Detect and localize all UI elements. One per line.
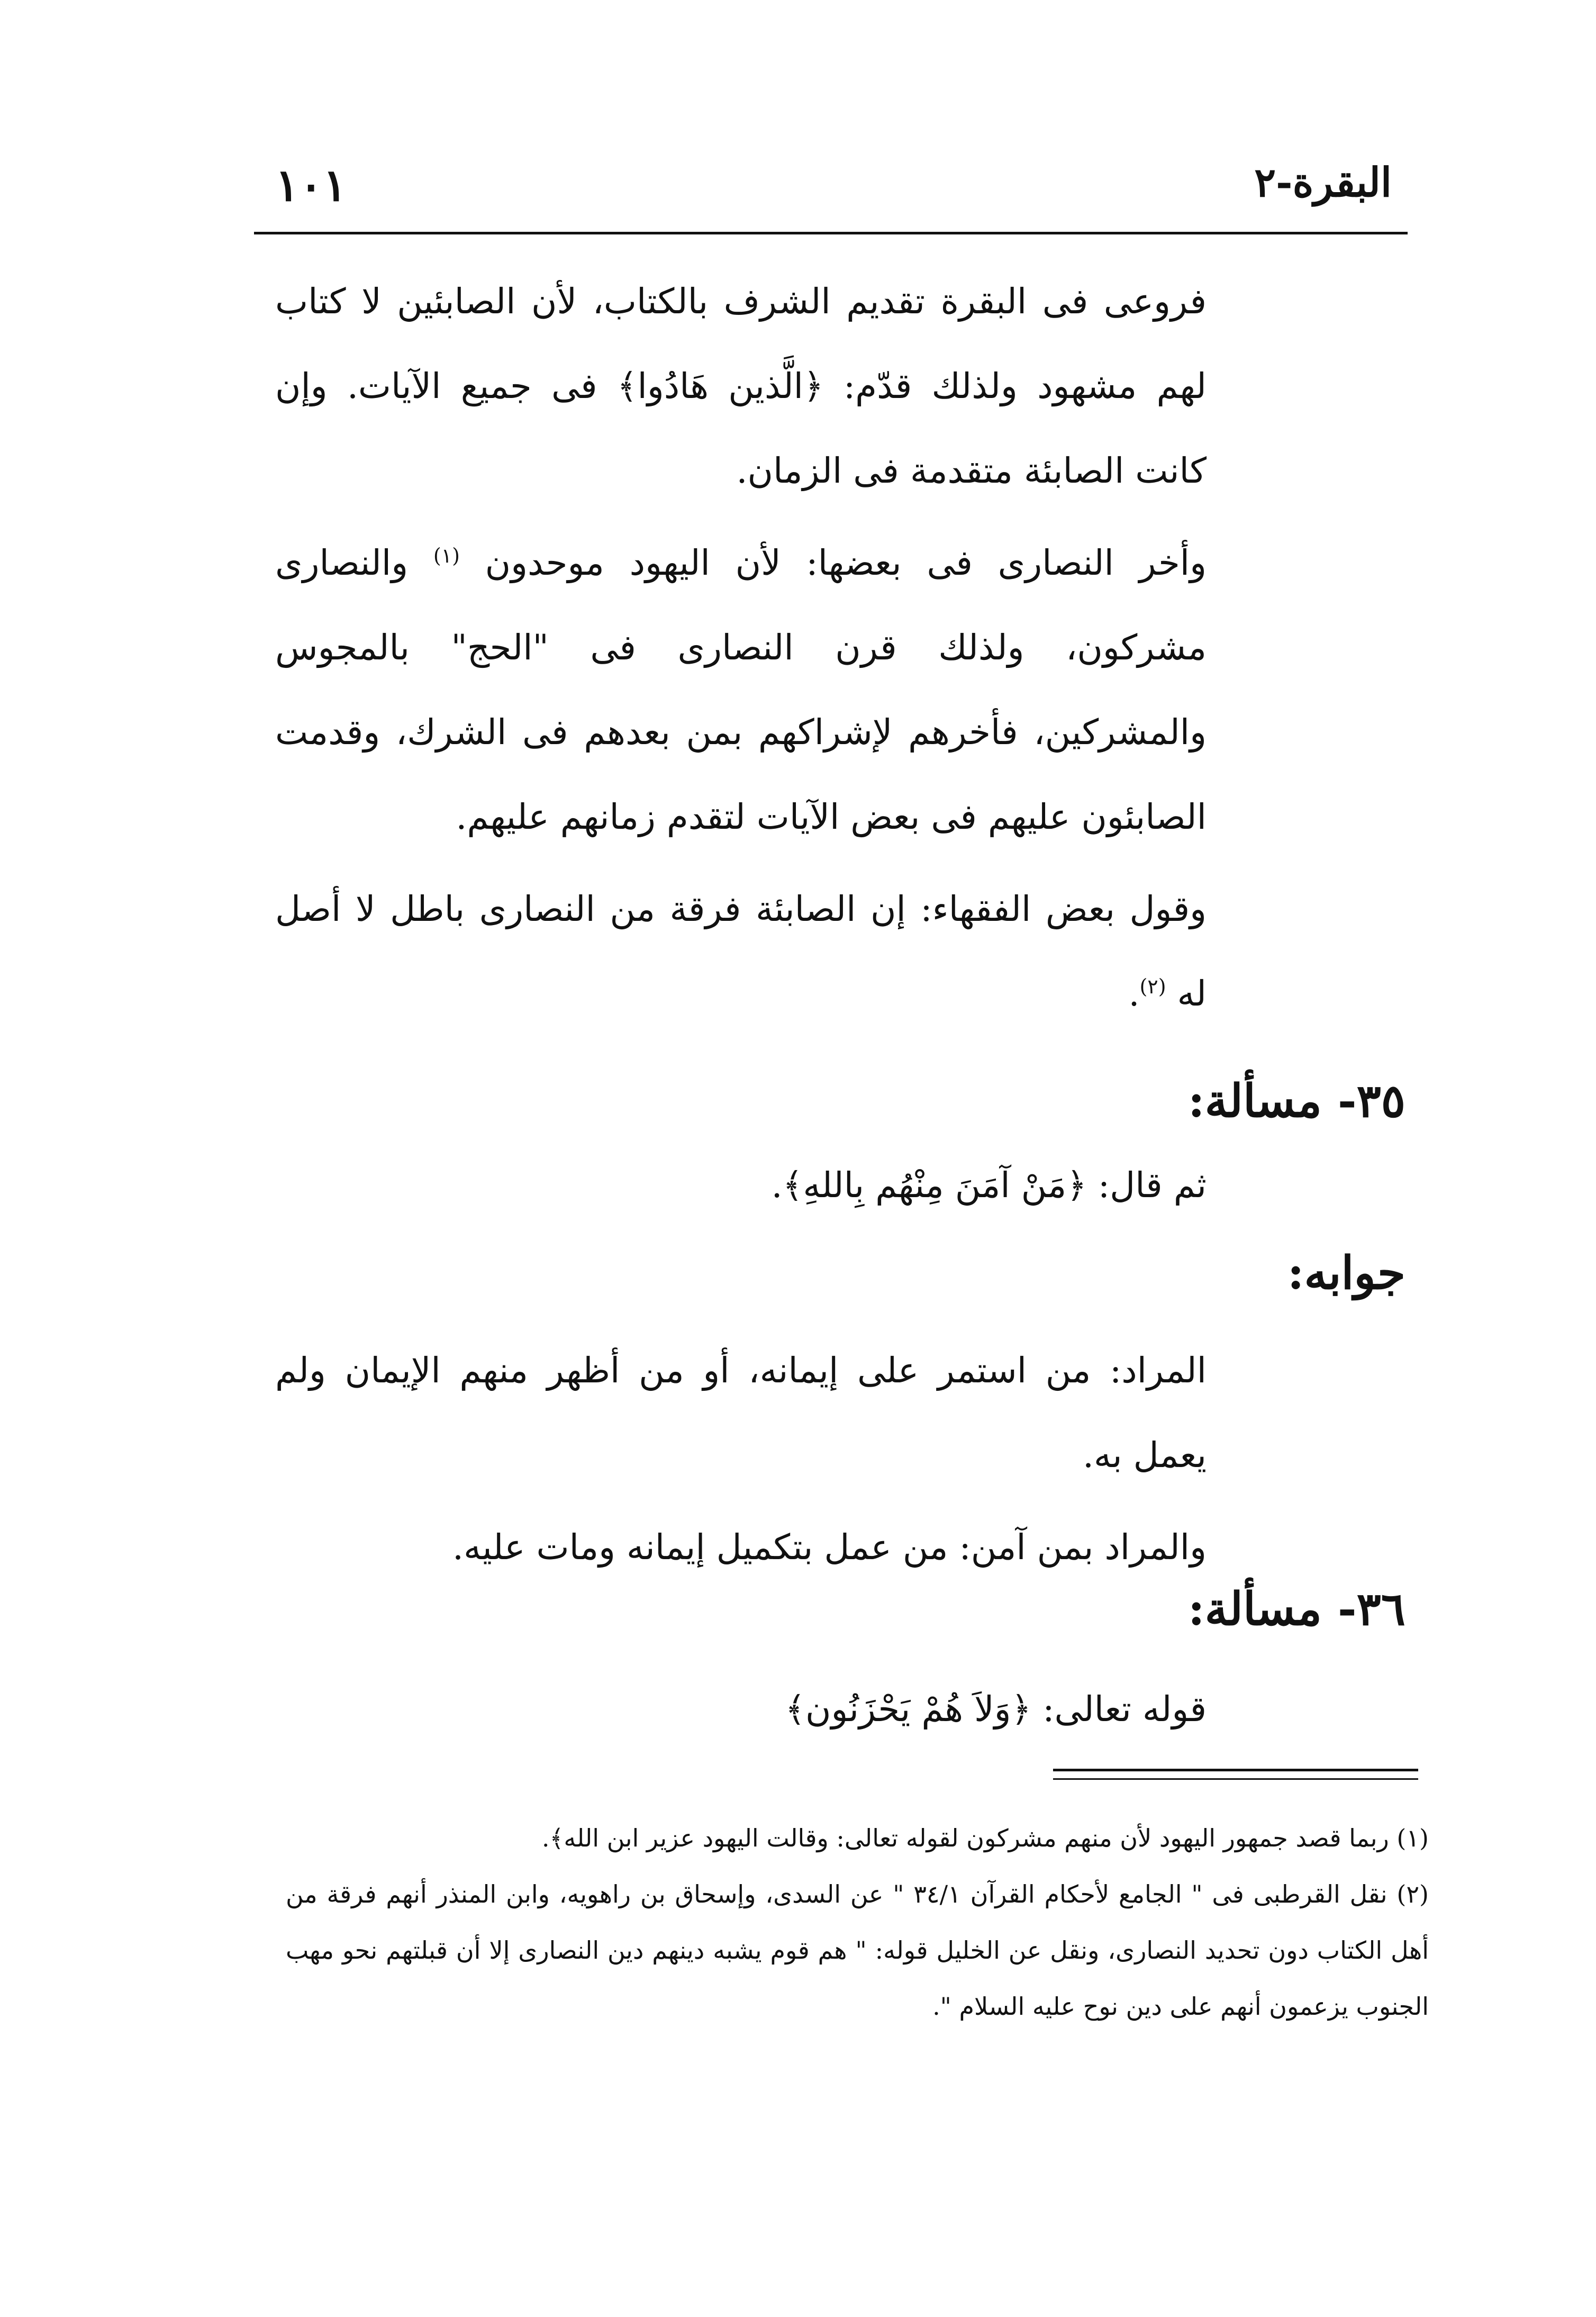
body-text (275, 259, 1207, 1044)
answer-label: جوابه: (1287, 1246, 1405, 1300)
paragraph: المراد: من استمر على إيمانه، أو من أظهر منهم الإيمان ولم يعمل به. (275, 1350, 1207, 1476)
paragraph: فروعى فى البقرة تقديم الشرف بالكتاب، لأن الصابئين لا كتاب لهم مشهود ولذلك قدّم: ﴿الَّذين هَادُوا﴾ فى جميع الآيات. وإن كانت الصابئة متقدمة فى الزمان. (275, 281, 1207, 491)
running-head: البقرة-٢ (1254, 159, 1392, 206)
footnotes (286, 1810, 1429, 2034)
paragraph (275, 867, 1207, 1036)
page-header (275, 159, 1392, 228)
footnote-mark: (١) (433, 544, 460, 567)
question-35-heading: ٣٥- مسألة: (1187, 1074, 1405, 1128)
footnote-rule (1053, 1769, 1418, 1771)
paragraph: والمراد بمن آمن: من عمل بتكميل إيمانه ومات عليه. (452, 1527, 1207, 1568)
paragraph-text: والنصارى مشركون، ولذلك قرن النصارى فى "الحج" بالمجوس والمشركين، فأخرهم لإشراكهم بمن بعدهم فى الشرك، وقدمت الصابئون عليهم فى بعض الآيات لتقدم زمانهم عليهم. (275, 542, 1207, 837)
paragraph-text: وقول بعض الفقهاء: إن الصابئة فرقة من النصارى باطل لا أصل له (275, 889, 1207, 1014)
paragraph (275, 521, 1207, 859)
question-36-heading: ٣٦- مسألة: (1187, 1582, 1405, 1636)
header-rule (254, 232, 1408, 234)
page-number: ١٠١ (275, 159, 347, 211)
footnote-1: (١) ربما قصد جمهور اليهود لأن منهم مشركون لقوله تعالى: وقالت اليهود عزير ابن الله﴾. (541, 1824, 1429, 1852)
footnote-mark: (٢) (1139, 975, 1166, 998)
paragraph-text: وأخر النصارى فى بعضها: لأن اليهود موحدون (485, 542, 1207, 583)
footnote-2: (٢) نقل القرطبى فى " الجامع لأحكام القرآن ٣٤/١ " عن السدى، وإسحاق بن راهويه، وابن المنذر أنهم فرقة من أهل الكتاب دون تحديد النصارى، ونقل عن الخليل قوله: " هم قوم يشبه دينهم دين النصارى إلا أن قبلتهم نحو مهب الجنوب يزعمون أنهم على دين نوح عليه السلام ". (286, 1880, 1429, 2021)
question-36-text: قوله تعالى: ﴿وَلاَ هُمْ يَحْزَنُون﴾ (785, 1689, 1207, 1730)
footnote-rule (1053, 1778, 1418, 1780)
answer-text (275, 1328, 1207, 1597)
question-35-text: ثم قال: ﴿مَنْ آمَنَ مِنْهُم بِاللهِ﴾. (771, 1165, 1207, 1206)
period: . (1128, 973, 1140, 1014)
